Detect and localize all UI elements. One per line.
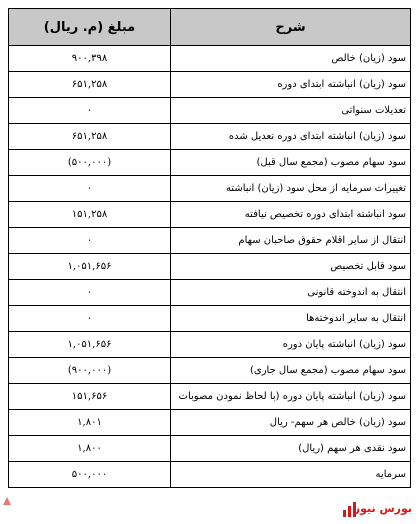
- row-amount: ۰: [9, 176, 171, 202]
- row-description: انتقال به اندوخته قانونی: [171, 280, 411, 306]
- table-row: [9, 46, 411, 72]
- row-amount: ۹۰۰,۳۹۸: [9, 46, 171, 72]
- table-row: [9, 462, 411, 488]
- row-description: سود (زیان) خالص: [171, 46, 411, 72]
- table-row: [9, 124, 411, 150]
- row-amount: ۵۰۰,۰۰۰: [9, 462, 171, 488]
- table-row: [9, 306, 411, 332]
- profit-distribution-table: [8, 8, 411, 488]
- row-description: تغییرات سرمایه از محل سود (زیان) انباشته: [171, 176, 411, 202]
- row-amount: ۱,۰۵۱,۶۵۶: [9, 254, 171, 280]
- row-description: انتقال از سایر اقلام حقوق صاحبان سهام: [171, 228, 411, 254]
- table-row: [9, 410, 411, 436]
- row-description: سود (زیان) انباشته پایان دوره (با لحاظ نمودن مصوبات: [171, 384, 411, 410]
- row-description: سود سهام مصوب (مجمع سال جاری): [171, 358, 411, 384]
- bourse-news-logo: [342, 500, 412, 522]
- row-amount: ۱,۰۵۱,۶۵۶: [9, 332, 171, 358]
- row-description: سود (زیان) انباشته پایان دوره: [171, 332, 411, 358]
- row-amount: ۰: [9, 98, 171, 124]
- amount-column-header: مبلغ (م. ریال): [9, 9, 171, 46]
- row-description: سود انباشته ابتدای دوره تخصیص نیافته: [171, 202, 411, 228]
- row-description: انتقال به سایر اندوخته‌ها: [171, 306, 411, 332]
- table-row: [9, 384, 411, 410]
- table-row: [9, 202, 411, 228]
- row-amount: (۹۰۰,۰۰۰): [9, 358, 171, 384]
- table-row: [9, 280, 411, 306]
- row-description: تعدیلات سنواتی: [171, 98, 411, 124]
- table-row: [9, 436, 411, 462]
- table-row: [9, 332, 411, 358]
- row-amount: ۱,۸۰۰: [9, 436, 171, 462]
- watermark-arrow-icon: [2, 496, 12, 506]
- row-description: سود قابل تخصیص: [171, 254, 411, 280]
- row-description: سود سهام مصوب (مجمع سال قبل): [171, 150, 411, 176]
- row-description: سود (زیان) انباشته ابتدای دوره تعدیل شده: [171, 124, 411, 150]
- row-amount: ۱۵۱,۶۵۶: [9, 384, 171, 410]
- row-description: سرمایه: [171, 462, 411, 488]
- table-header-row: [9, 9, 411, 46]
- logo-text: بورس نیوز: [353, 502, 412, 515]
- row-amount: ۶۵۱,۲۵۸: [9, 72, 171, 98]
- financial-table-sheet: [8, 8, 410, 518]
- table-row: [9, 72, 411, 98]
- row-description: سود (زیان) خالص هر سهم- ریال: [171, 410, 411, 436]
- row-amount: ۰: [9, 228, 171, 254]
- row-amount: (۵۰۰,۰۰۰): [9, 150, 171, 176]
- row-amount: ۱۵۱,۲۵۸: [9, 202, 171, 228]
- description-column-header: شرح: [171, 9, 411, 46]
- table-row: [9, 254, 411, 280]
- row-description: سود نقدی هر سهم (ریال): [171, 436, 411, 462]
- row-amount: ۰: [9, 306, 171, 332]
- table-row: [9, 358, 411, 384]
- table-row: [9, 228, 411, 254]
- table-row: [9, 98, 411, 124]
- table-row: [9, 176, 411, 202]
- table-row: [9, 150, 411, 176]
- row-amount: ۰: [9, 280, 171, 306]
- row-description: سود (زیان) انباشته ابتدای دوره: [171, 72, 411, 98]
- row-amount: ۱,۸۰۱: [9, 410, 171, 436]
- row-amount: ۶۵۱,۲۵۸: [9, 124, 171, 150]
